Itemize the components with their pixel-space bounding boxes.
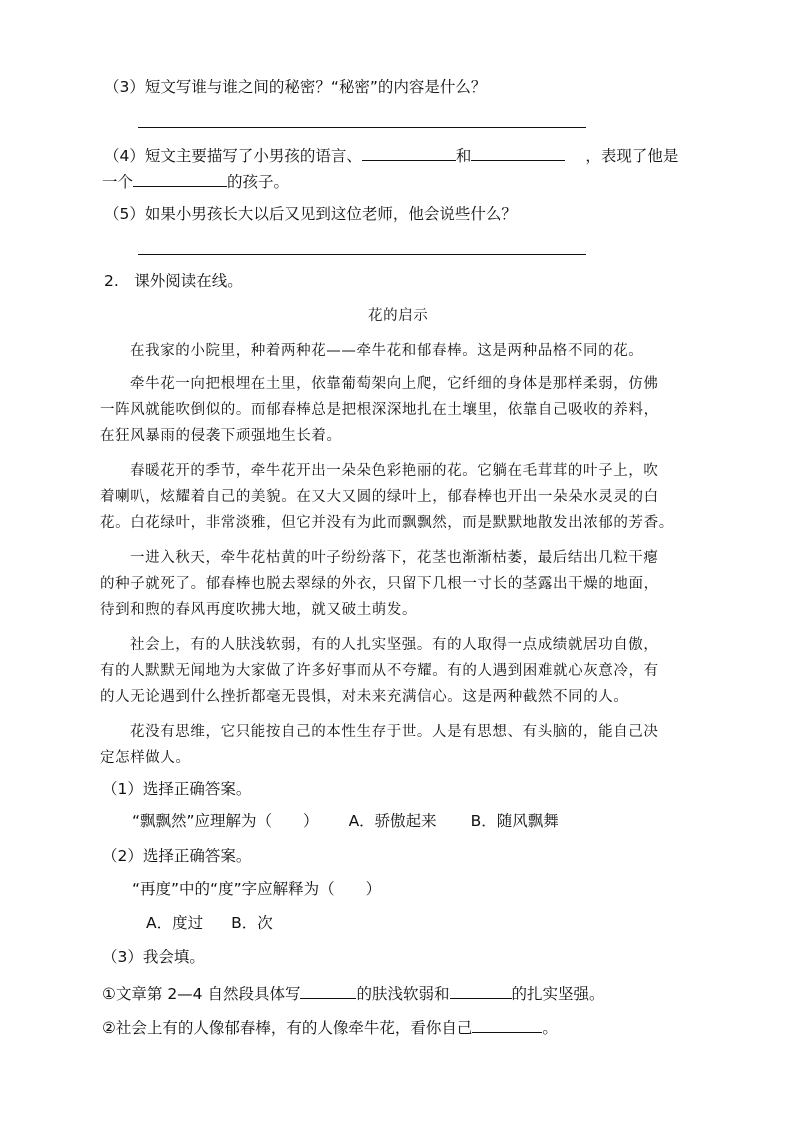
fill-blank-3[interactable] [472,1016,542,1033]
sub-question-2-text: “再度”中的“度”字应解释为（ ） [132,880,382,898]
section-2-heading: 2. 课外阅读在线。 [104,272,243,290]
answer-line-q3[interactable] [138,127,586,128]
q4-blank-3[interactable] [133,170,227,187]
passage-p5-line-2: 有的人默默无闻地为大家做了许多好事而从不夸耀。有的人遇到困难就心灰意冷，有 [100,663,659,679]
sub-question-1 [132,810,559,832]
passage-p2-line-3: 在狂风暴雨的侵袭下顽强地生长着。 [100,428,342,444]
fill-item-1 [102,982,605,1005]
sub-question-2-options [146,912,273,934]
passage-p3-line-1: 春暖花开的季节，牵牛花开出一朵朵色彩艳丽的花。它躺在毛茸茸的叶子上，吹 [130,463,659,479]
question-3: （3）短文写谁与谁之间的秘密？“秘密”的内容是什么？ [104,78,487,96]
q4-text-part3: ，表现了他是 [585,147,679,165]
passage-p4-line-3: 待到和煦的春风再度吹拂大地，就又破土萌发。 [100,602,418,618]
sub-question-1-text: “飘飘然”应理解为（ ） [132,812,319,830]
passage-p2-line-1: 牵牛花一向把根埋在土里，依靠葡萄架向上爬，它纤细的身体是那样柔弱，仿佛 [130,376,659,392]
passage-title: 花的启示 [368,308,429,324]
fill-blank-1[interactable] [300,982,356,999]
option-2b[interactable]: B．次 [231,914,273,932]
passage-p2-line-2: 一阵风就能吹倒似的。而郁春棒总是把根深深地扎在土壤里，依靠自己吸收的养料， [100,402,659,418]
fill-item-2 [102,1016,558,1039]
passage-p3-line-2: 着喇叭，炫耀着自己的美貌。在又大又圆的绿叶上，郁春棒也开出一朵朵水灵灵的白 [100,489,659,505]
passage-p3-line-3: 花。白花绿叶，非常淡雅，但它并没有为此而飘飘然，而是默默地散发出浓郁的芳香。 [100,515,674,531]
q4-text-line2-a: 一个 [102,173,134,191]
q4-text-part2: 和 [455,147,472,165]
passage-p5-line-1: 社会上，有的人肤浅软弱，有的人扎实坚强。有的人取得一点成绩就居功自傲， [130,637,659,653]
fill-item-1-text-c: 的扎实坚强。 [511,985,605,1003]
fill-blank-2[interactable] [450,982,512,999]
question-4-line-2 [102,170,289,193]
fill-item-1-text-a: ①文章第 2—4 自然段具体写 [102,985,301,1003]
q4-text-part1: （4）短文主要描写了小男孩的语言、 [104,147,362,165]
question-5: （5）如果小男孩长大以后又见到这位老师，他会说些什么？ [104,205,517,223]
option-1b[interactable]: B．随风飘舞 [470,812,559,830]
q4-text-line2-b: 的孩子。 [227,173,290,191]
passage-p5-line-3: 的人无论遇到什么挫折都毫无畏惧，对未来充满信心。这是两种截然不同的人。 [100,689,629,705]
passage-p1-line-1: 在我家的小院里，种着两种花——牵牛花和郁春棒。这是两种品格不同的花。 [130,343,644,359]
sub-question-2-label: （2）选择正确答案。 [102,847,252,865]
q4-blank-1[interactable] [362,144,456,161]
q4-blank-2[interactable] [471,144,565,161]
fill-item-2-text-a: ②社会上有的人像郁春棒，有的人像牵牛花，看你自己 [102,1019,473,1037]
passage-p6-line-1: 花没有思维，它只能按自己的本性生存于世。人是有思想、有头脑的，能自己决 [130,724,659,740]
sub-question-3-label: （3）我会填。 [102,948,205,966]
fill-item-2-text-b: 。 [542,1019,558,1037]
answer-line-q5[interactable] [138,254,586,255]
passage-p6-line-2: 定怎样做人。 [100,750,191,766]
option-1a[interactable]: A．骄傲起来 [348,812,437,830]
question-4-line-1 [104,144,678,167]
passage-p4-line-1: 一进入秋天，牵牛花枯黄的叶子纷纷落下，花茎也渐渐枯萎，最后结出几粒干瘪 [130,550,659,566]
option-2a[interactable]: A．度过 [146,914,204,932]
passage-p4-line-2: 的种子就死了。郁春棒也脱去翠绿的外衣，只留下几根一寸长的茎露出干燥的地面， [100,576,659,592]
sub-question-1-label: （1）选择正确答案。 [102,780,252,798]
fill-item-1-text-b: 的肤浅软弱和 [356,985,450,1003]
